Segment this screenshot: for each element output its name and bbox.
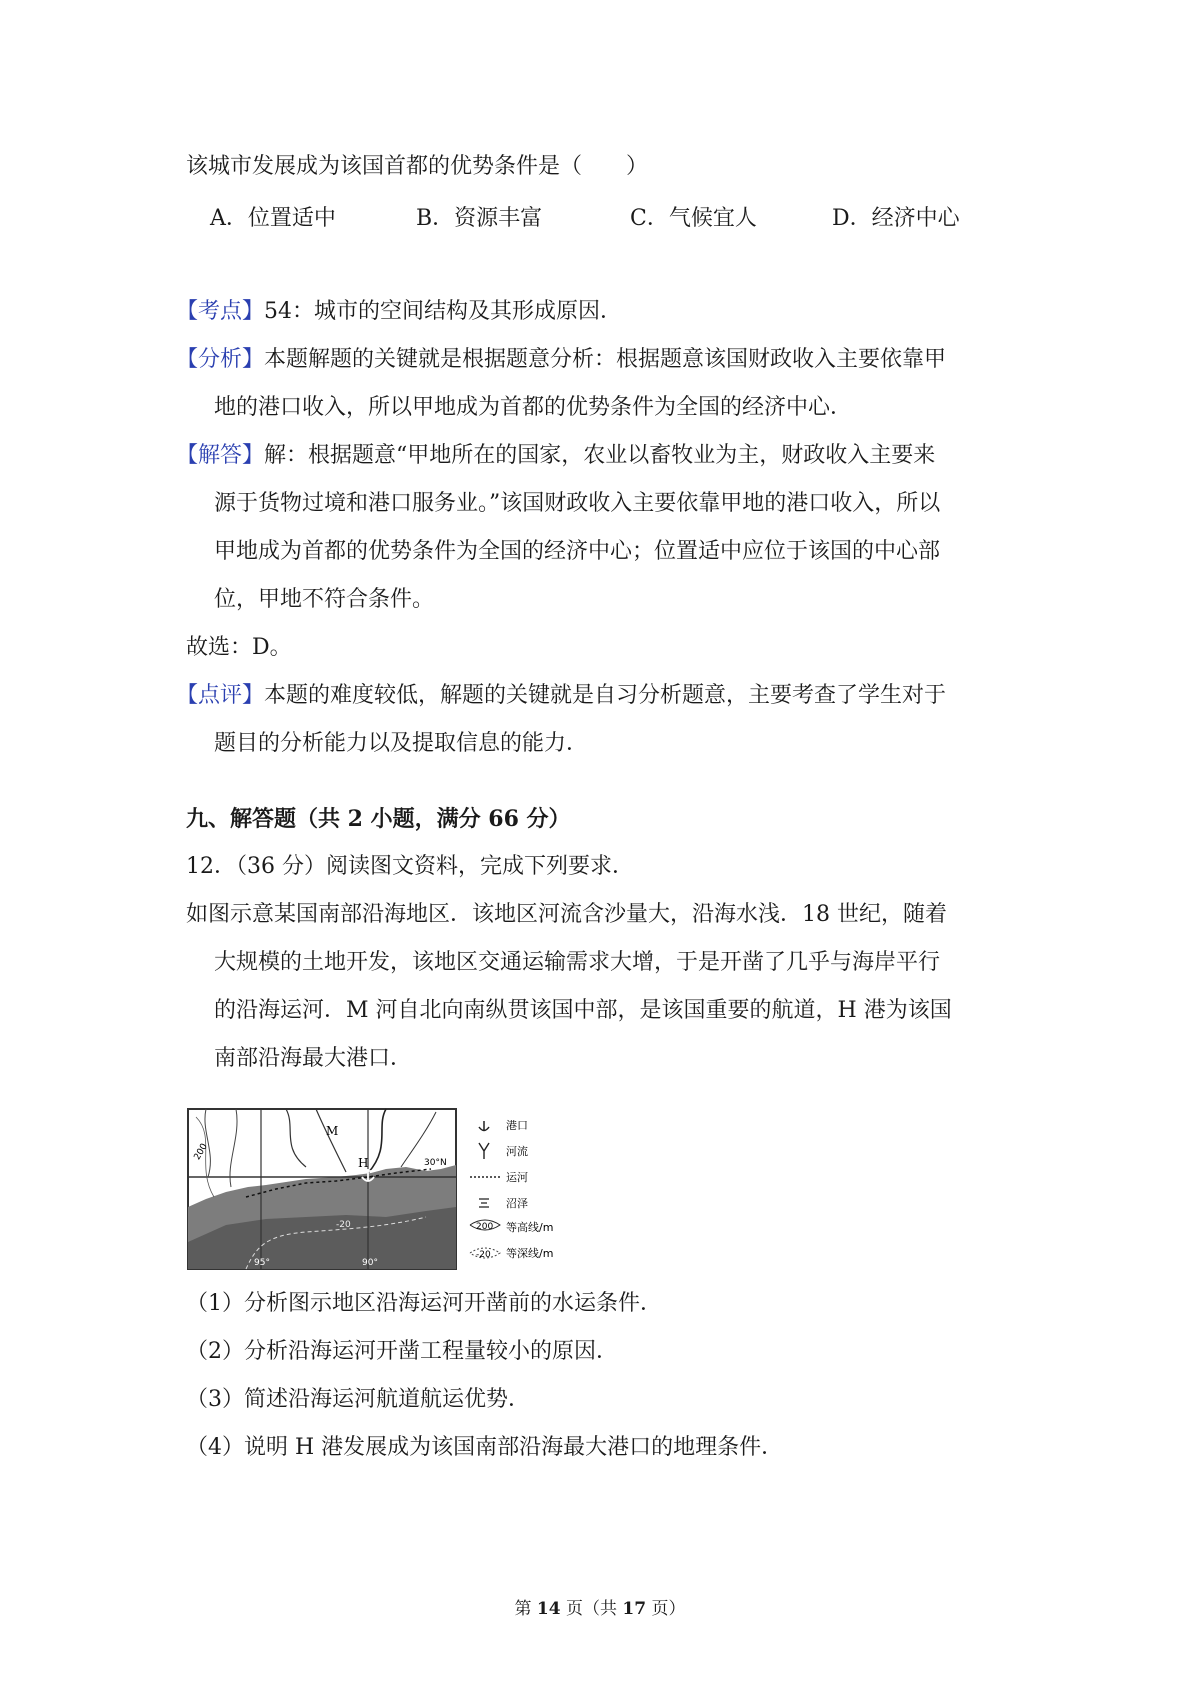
- map-label-river: M: [326, 1124, 339, 1138]
- map-label-depth: -20: [336, 1220, 351, 1230]
- jieda-tag: 【解答】: [176, 443, 265, 468]
- port-icon: [479, 1121, 489, 1131]
- river-icon: [479, 1143, 489, 1159]
- map-label-lon-90: 90°: [362, 1258, 378, 1268]
- svg-text:等高线/m: 等高线/m: [506, 1221, 554, 1234]
- map-label-latitude: 30°N: [424, 1158, 447, 1168]
- intro-line-3: 的沿海运河．M 河自北向南纵贯该国中部，是该国重要的航道，H 港为该国: [214, 998, 952, 1023]
- option-b: B．资源丰富: [416, 206, 543, 231]
- fenxi-tag: 【分析】: [176, 347, 265, 372]
- svg-text:沼泽: 沼泽: [506, 1197, 528, 1210]
- map-label-port: H: [358, 1156, 369, 1170]
- intro-line-2: 大规模的土地开发，该地区交通运输需求大增，于是开凿了几乎与海岸平行: [214, 950, 941, 975]
- dianping-line-1: 【点评】本题的难度较低，解题的关键就是自习分析题意，主要考查了学生对于: [176, 683, 947, 708]
- dianping-line-2: 题目的分析能力以及提取信息的能力．: [214, 731, 589, 756]
- question-stem: 该城市发展成为该国首都的优势条件是（ ）: [186, 154, 649, 179]
- question-12-title: 12．（36 分）阅读图文资料，完成下列要求．: [186, 854, 634, 879]
- subquestion-2: （2）分析沿海运河开凿工程量较小的原因．: [186, 1339, 618, 1364]
- section-heading: 九、解答题（共 2 小题，满分 66 分）: [186, 806, 571, 832]
- coastal-region-map: [186, 1107, 576, 1272]
- page-footer: 第 14 页（共 17 页）: [514, 1599, 686, 1619]
- fenxi-line-1: 【分析】本题解题的关键就是根据题意分析：根据题意该国财政收入主要依靠甲: [176, 347, 947, 372]
- fenxi-line-2: 地的港口收入，所以甲地成为首都的优势条件为全国的经济中心．: [214, 395, 853, 420]
- svg-text:-20: -20: [476, 1250, 491, 1260]
- jieda-line-3: 甲地成为首都的优势条件为全国的经济中心；位置适中应位于该国的中心部: [214, 539, 941, 564]
- kaodian-text: 54：城市的空间结构及其形成原因．: [264, 299, 623, 324]
- page-number: 14: [536, 1599, 561, 1619]
- option-d: D．经济中心: [832, 206, 960, 231]
- svg-text:等深线/m: 等深线/m: [506, 1247, 554, 1260]
- svg-text:港口: 港口: [506, 1119, 528, 1132]
- map-legend: [470, 1118, 553, 1260]
- kaodian-line: [176, 297, 622, 327]
- svg-text:运河: 运河: [506, 1171, 528, 1184]
- option-a: A．位置适中: [210, 206, 336, 231]
- map-label-contour: 200: [192, 1142, 210, 1162]
- jieda-line-1: 【解答】解：根据题意“甲地所在的国家，农业以畜牧业为主，财政收入主要来: [176, 443, 936, 468]
- subquestion-1: （1）分析图示地区沿海运河开凿前的水运条件．: [186, 1291, 662, 1316]
- subquestion-4: （4）说明 H 港发展成为该国南部沿海最大港口的地理条件．: [186, 1435, 784, 1460]
- svg-text:200: 200: [476, 1222, 494, 1232]
- kaodian-tag: 【考点】: [176, 299, 265, 324]
- marsh-icon: [479, 1199, 489, 1207]
- intro-line-4: 南部沿海最大港口．: [214, 1046, 413, 1071]
- svg-text:河流: 河流: [506, 1145, 528, 1158]
- jieda-line-4: 位，甲地不符合条件。: [214, 587, 435, 612]
- answer-choice: 故选：D。: [186, 635, 292, 660]
- dianping-tag: 【点评】: [176, 683, 265, 708]
- jieda-line-2: 源于货物过境和港口服务业。”该国财政收入主要依靠甲地的港口收入，所以: [214, 491, 941, 516]
- intro-line-1: 如图示意某国南部沿海地区．该地区河流含沙量大，沿海水浅．18 世纪，随着: [186, 902, 947, 927]
- page-total: 17: [622, 1599, 647, 1619]
- option-c: C．气候宜人: [630, 206, 757, 231]
- subquestion-3: （3）简述沿海运河航道航运优势．: [186, 1387, 530, 1412]
- map-label-lon-95: 95°: [254, 1258, 270, 1268]
